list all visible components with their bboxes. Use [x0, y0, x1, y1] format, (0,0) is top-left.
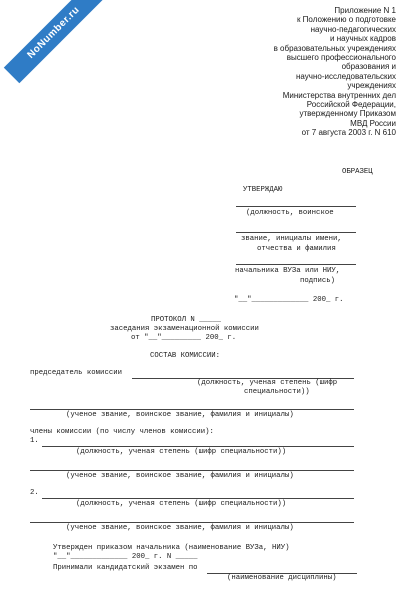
annex-line: и научных кадров	[330, 34, 396, 44]
chairman-pos-caption-1: (должность, ученая степень (шифр	[197, 379, 338, 387]
member2-rank-caption: (ученое звание, воинское звание, фамилия и инициалы)	[66, 524, 294, 532]
member2-pos-caption: (должность, ученая степень (шифр специальности))	[76, 500, 287, 508]
head-line	[236, 264, 356, 265]
member2-pos-line	[42, 498, 354, 499]
watermark-ribbon: NoNumber.ru	[4, 0, 104, 83]
chairman-rank-caption: (ученое звание, воинское звание, фамилия и инициалы)	[66, 411, 294, 419]
rank-caption-1: звание, инициалы имени,	[241, 235, 342, 243]
protocol-date: от "__"_________ 200_ г.	[131, 334, 237, 342]
annex-header	[206, 6, 396, 138]
approved-order-text: Утвержден приказом начальника (наименование ВУЗа, НИУ)	[53, 544, 290, 552]
head-caption-1: начальника ВУЗа или НИУ,	[235, 267, 341, 275]
annex-line: Приложение N 1	[334, 6, 396, 15]
approve-title: УТВЕРЖДАЮ	[243, 186, 283, 194]
member1-rank-line	[30, 470, 354, 471]
position-caption: (должность, воинское	[246, 209, 334, 217]
annex-line: образования и	[341, 62, 396, 72]
member2-rank-line	[30, 522, 354, 523]
chairman-label: председатель комиссии	[30, 369, 122, 377]
annex-line: высшего профессионального	[286, 53, 396, 63]
member1-rank-caption: (ученое звание, воинское звание, фамилия и инициалы)	[66, 472, 294, 480]
sample-label: ОБРАЗЕЦ	[342, 168, 373, 176]
exam-taken-label: Принимали кандидатский экзамен по	[53, 564, 198, 572]
annex-line: МВД России	[350, 118, 396, 128]
annex-line: к Положению о подготовке	[296, 15, 396, 25]
members-label: члены комиссии (по числу членов комиссии):	[30, 428, 214, 436]
annex-line: научно-педагогических	[310, 24, 396, 34]
position-line	[236, 206, 356, 207]
annex-line: Российской Федерации,	[306, 100, 396, 110]
member1-pos-caption: (должность, ученая степень (шифр специальности))	[76, 448, 287, 456]
chairman-pos-caption-2: специальности))	[244, 388, 310, 396]
approve-date-line: "__"_____________ 200_ г.	[234, 296, 344, 304]
commission-title: СОСТАВ КОМИССИИ:	[150, 352, 221, 360]
annex-line: утвержденному Приказом	[299, 109, 396, 119]
member2-number: 2.	[30, 489, 39, 497]
member1-number: 1.	[30, 437, 39, 445]
annex-line: от 7 августа 2003 г. N 610	[301, 128, 396, 138]
annex-line: в образовательных учреждениях	[273, 43, 396, 53]
order-date-line: "__"_____________ 200_ г. N _____	[53, 553, 198, 561]
member1-pos-line	[42, 446, 354, 447]
rank-caption-2: отчества и фамилия	[257, 245, 336, 253]
chairman-rank-line	[30, 409, 354, 410]
annex-line: Министерства внутренних дел	[282, 90, 396, 100]
discipline-caption: (наименование дисциплины)	[227, 574, 337, 582]
annex-line: учреждениях	[347, 81, 396, 91]
annex-line: научно-исследовательских	[296, 71, 396, 81]
rank-line	[236, 232, 356, 233]
protocol-number: ПРОТОКОЛ N _____	[151, 316, 222, 324]
head-caption-2: подпись)	[300, 277, 336, 285]
protocol-subtitle: заседания экзаменационной комиссии	[110, 325, 259, 333]
